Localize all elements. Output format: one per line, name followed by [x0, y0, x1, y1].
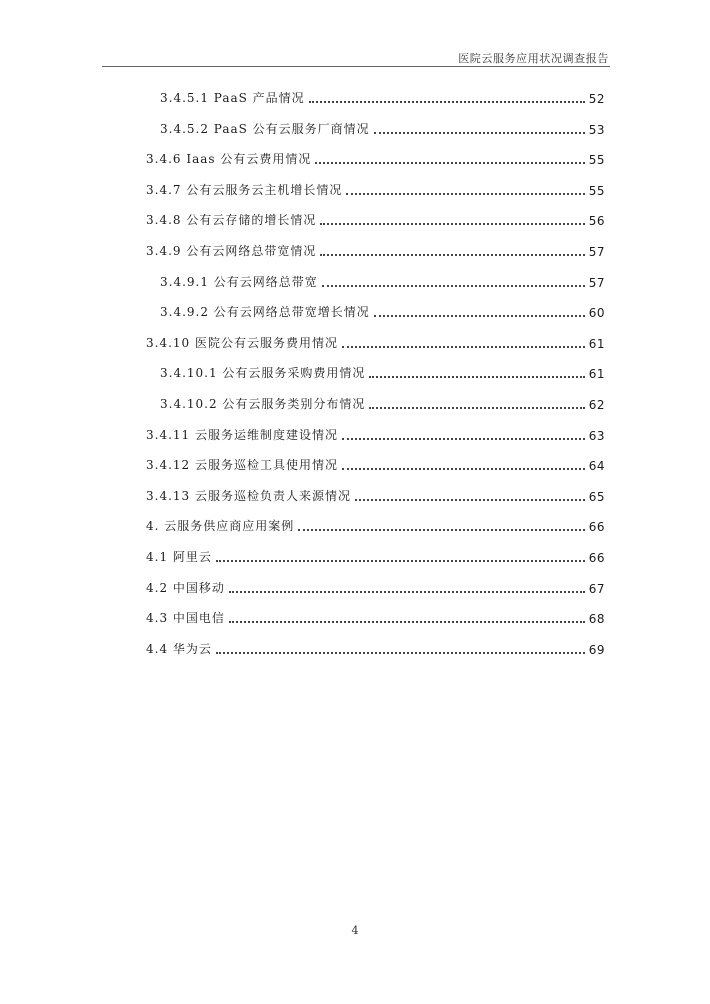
page-number: 4 — [351, 924, 359, 937]
toc-entry-page: 62 — [588, 398, 605, 412]
toc-entry-page: 56 — [588, 214, 605, 229]
toc-entry-label: 3.4.5.1 PaaS 产品情况 — [160, 91, 305, 105]
toc-entry-page: 66 — [588, 520, 605, 535]
toc-entry-label: 3.4.10 医院公有云服务费用情况 — [146, 335, 338, 350]
toc-entry-label: 4.4 华为云 — [146, 641, 212, 656]
toc-dot-leader — [342, 438, 585, 440]
toc-dot-leader — [216, 560, 585, 562]
toc-entry[interactable] — [146, 208, 605, 228]
toc-entry-label: 3.4.11 云服务运维制度建设情况 — [146, 427, 338, 442]
toc-entry-page: 64 — [588, 459, 605, 474]
toc-entry-page: 61 — [588, 367, 605, 382]
toc-entry-page: 63 — [588, 428, 605, 443]
toc-entry-page: 57 — [588, 245, 605, 259]
page-header-title: 医院云服务应用状况调查报告 — [458, 52, 609, 65]
toc-entry-label: 3.4.8 公有云存储的增长情况 — [146, 213, 317, 228]
toc-dot-leader — [320, 254, 584, 256]
toc-entry[interactable] — [146, 576, 605, 596]
toc-entry-label: 3.4.9.1 公有云网络总带宽 — [160, 274, 318, 289]
toc-dot-leader — [355, 499, 585, 501]
toc-entry[interactable] — [160, 86, 605, 106]
toc-entry-label: 3.4.10.1 公有云服务采购费用情况 — [160, 366, 366, 381]
toc-dot-leader — [229, 621, 585, 623]
toc-entry-label: 3.4.6 Iaas 公有云费用情况 — [146, 152, 312, 167]
toc-entry-page: 52 — [588, 92, 605, 106]
toc-entry[interactable] — [146, 545, 605, 565]
toc-entry[interactable] — [160, 117, 605, 137]
toc-entry[interactable] — [146, 331, 605, 351]
toc-entry[interactable] — [146, 637, 605, 657]
toc-dot-leader — [322, 285, 585, 287]
toc-entry-page: 65 — [588, 489, 605, 504]
toc-entry-label: 4.3 中国电信 — [146, 611, 225, 626]
toc-entry-label: 4. 云服务供应商应用案例 — [146, 519, 295, 534]
toc-entry-label: 3.4.7 公有云服务云主机增长情况 — [146, 182, 343, 197]
toc-entry-page: 67 — [588, 581, 605, 596]
toc-dot-leader — [309, 101, 585, 103]
toc-entry[interactable] — [146, 147, 605, 167]
toc-entry-label: 3.4.10.2 公有云服务类别分布情况 — [160, 397, 366, 411]
toc-entry-label: 4.2 中国移动 — [146, 580, 225, 595]
toc-dot-leader — [374, 132, 585, 134]
toc-dot-leader — [298, 529, 584, 531]
toc-dot-leader — [315, 162, 584, 164]
toc-entry-page: 66 — [588, 551, 605, 565]
toc-entry[interactable] — [146, 423, 605, 443]
toc-entry-page: 55 — [588, 183, 605, 198]
toc-entry-label: 3.4.9.2 公有云网络总带宽增长情况 — [160, 305, 370, 320]
toc-entry-label: 4.1 阿里云 — [146, 550, 212, 564]
toc-entry-page: 60 — [588, 306, 605, 321]
toc-entry[interactable] — [146, 239, 605, 259]
toc-entry[interactable] — [160, 361, 605, 381]
toc-entry[interactable] — [160, 300, 605, 320]
toc-dot-leader — [346, 193, 584, 195]
toc-dot-leader — [216, 652, 585, 654]
toc-entry[interactable] — [160, 392, 605, 412]
header-rule — [102, 66, 610, 67]
toc-dot-leader — [374, 315, 585, 317]
toc-entry-label: 3.4.13 云服务巡检负责人来源情况 — [146, 488, 351, 503]
toc-dot-leader — [342, 468, 585, 470]
toc-entry-page: 69 — [588, 642, 605, 657]
toc-dot-leader — [342, 346, 585, 348]
toc-entry-page: 68 — [588, 612, 605, 627]
toc-entry-label: 3.4.12 云服务巡检工具使用情况 — [146, 458, 338, 473]
toc-entry-page: 61 — [588, 336, 605, 351]
toc-entry[interactable] — [146, 514, 605, 534]
toc-entry-label: 3.4.9 公有云网络总带宽情况 — [146, 244, 317, 258]
toc-entry-page: 55 — [588, 153, 605, 168]
toc-entry[interactable] — [146, 178, 605, 198]
toc-entry[interactable] — [146, 606, 605, 626]
toc-entry-label: 3.4.5.2 PaaS 公有云服务厂商情况 — [160, 121, 370, 136]
toc-dot-leader — [369, 376, 584, 378]
toc-entry[interactable] — [146, 484, 605, 504]
toc-dot-leader — [369, 407, 584, 409]
toc-entry-page: 53 — [588, 122, 605, 137]
toc-entry[interactable] — [146, 453, 605, 473]
toc-dot-leader — [320, 223, 584, 225]
toc-entry-page: 57 — [588, 275, 605, 290]
toc-entry[interactable] — [160, 270, 605, 290]
toc-dot-leader — [229, 591, 585, 593]
